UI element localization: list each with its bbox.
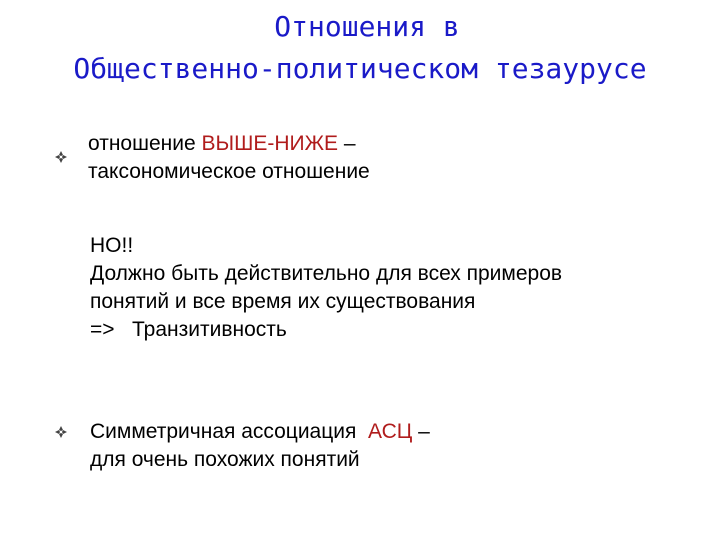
slide-title [0,6,720,90]
slide-title-line-2: Общественно-политическом тезаурусе [73,52,647,85]
relation-name: АСЦ [368,420,413,443]
note-line-2: Должно быть действительно для всех примеров [90,262,563,285]
note-line-3: понятий и все время их существования [90,290,476,313]
bullet-item-taxonomy-line-1: отношение ВЫШЕ-НИЖЕ – [88,132,356,155]
diamond-bullet-icon [54,425,68,439]
relation-name: ВЫШЕ-НИЖЕ [201,132,338,155]
bullet-item-taxonomy [88,130,370,186]
bullet-item-association-line-1: Симметричная ассоциация АСЦ – [90,420,430,443]
note-block [90,232,562,344]
bullet-item-association [90,418,430,474]
diamond-bullet-icon [54,150,68,164]
note-line-4: => Транзитивность [90,318,287,341]
slide-title-line-1: Отношения в [274,10,460,43]
note-line-1: НО!! [90,234,134,257]
bullet-item-taxonomy-line-2: таксономическое отношение [88,160,370,183]
bullet-item-association-line-2: для очень похожих понятий [90,448,360,471]
